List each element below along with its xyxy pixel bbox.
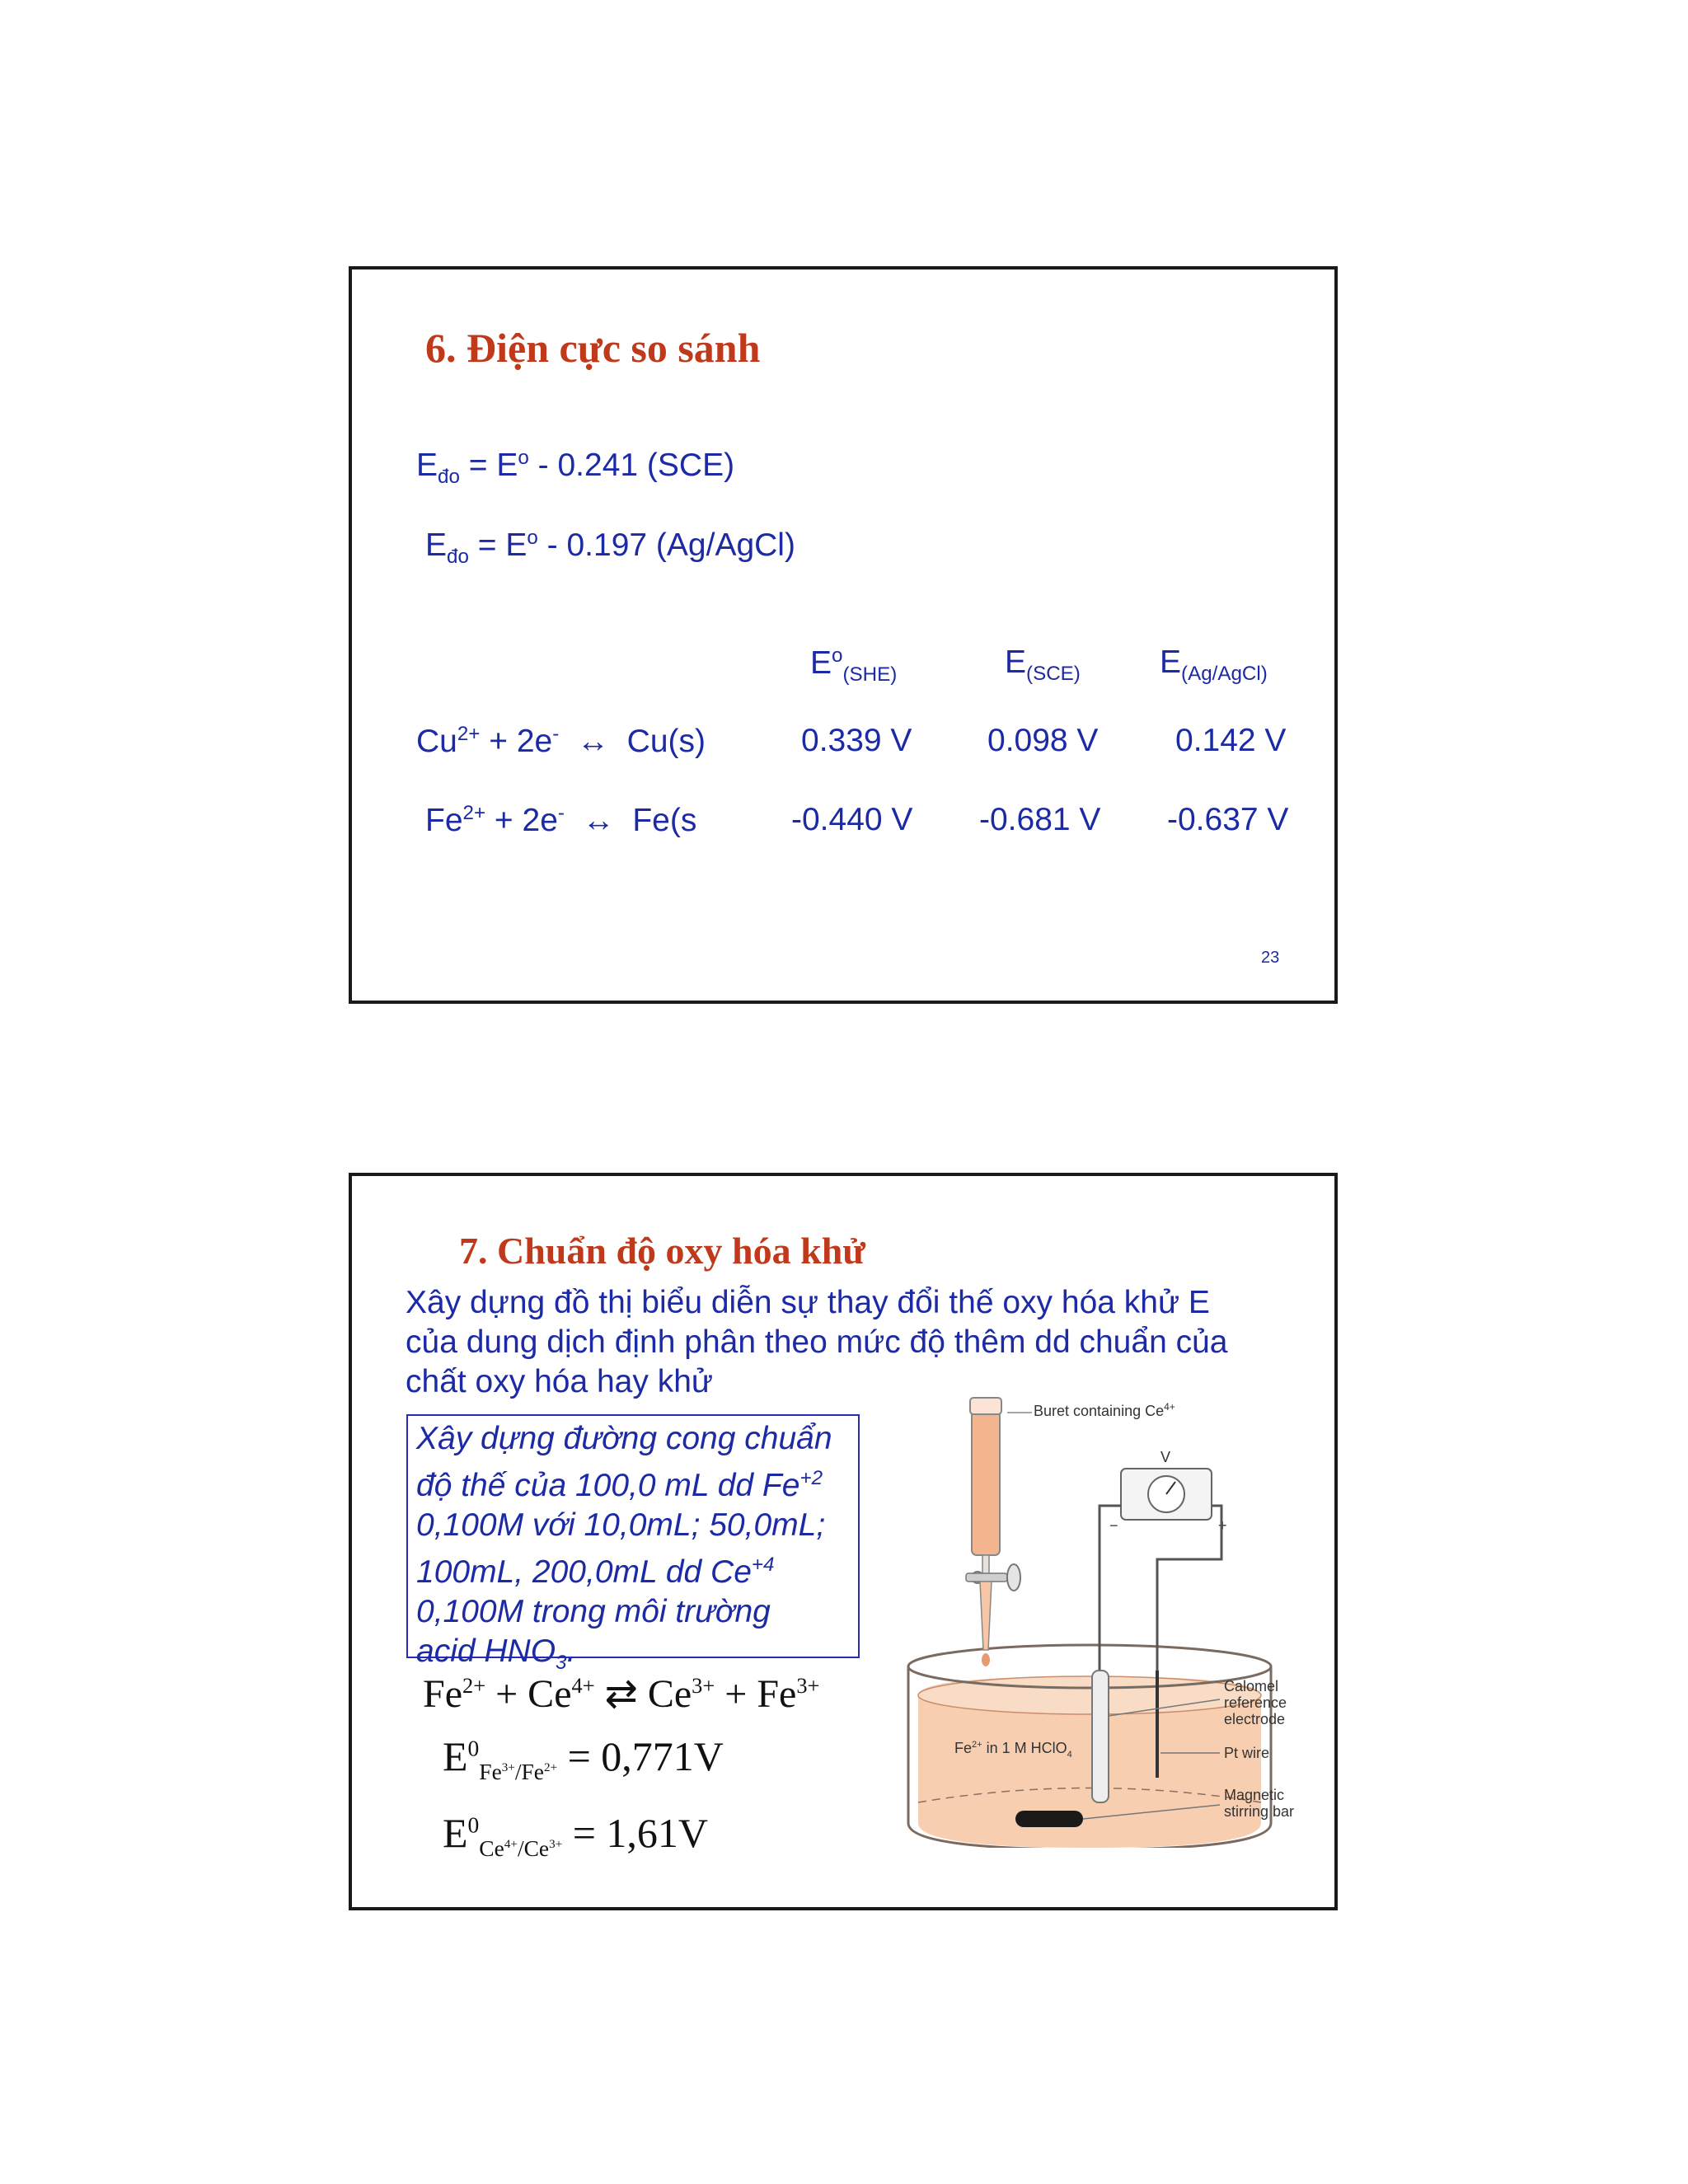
copper-agagcl-value: 0.142 V: [1175, 723, 1287, 758]
stopcock-handle: [1007, 1564, 1020, 1591]
copper-she-value: 0.339 V: [801, 723, 912, 758]
svg-text:electrode: electrode: [1224, 1711, 1286, 1727]
stirring-bar: [1015, 1811, 1083, 1827]
titrant-drop: [982, 1653, 990, 1666]
problem-statement-box: Xây dựng đường cong chuẩn độ thế của 100,0 mL dd $Fe^{+2}$ 0,100M với 10,0mL; 50,0mL; 100mL, 200,0mL dd $Ce^{+4}$ 0,100M trong môi trường acid $HNO_3$.: [406, 1414, 860, 1658]
column-header-she: $E^o_{(SHE)}$: [810, 644, 898, 686]
redox-reaction-equation: $Fe^{2+} + Ce^{4+}$ ⇄ $Ce^{3+} + Fe^{3+}$: [423, 1672, 820, 1716]
buret-tip: [980, 1582, 992, 1650]
svg-text:Buret containing Ce4+: Buret containing $Ce^{4+}$: [1034, 1401, 1175, 1419]
slide-electrode-comparison: [349, 266, 1338, 1004]
column-header-sce: $E_{(SCE)}$: [1005, 644, 1081, 685]
svg-text:+: +: [1218, 1517, 1227, 1534]
svg-text:V: V: [1160, 1449, 1171, 1465]
column-header-agagcl: $E_{(Ag/AgCl)}$: [1160, 644, 1268, 685]
equation-agcl: $E_{đo} = E^o - 0.197$ (Ag/AgCl): [425, 527, 795, 568]
iron-agagcl-value: -0.637 V: [1167, 802, 1289, 837]
stopcock: [966, 1573, 1007, 1582]
solution-label: $Fe^{2+}$ in 1 M HClO$_4$: [954, 1740, 1072, 1760]
svg-text:Pt wire: Pt wire: [1224, 1745, 1270, 1761]
buret-tube: [972, 1403, 1000, 1555]
reaction-copper: $Cu^{2+} + 2e^-$ ↔ Cu(s): [416, 723, 706, 759]
svg-text:Calomel: Calomel: [1224, 1678, 1279, 1694]
slide-title: 7. Chuẩn độ oxy hóa khử: [459, 1230, 865, 1272]
intro-text: Xây dựng đồ thị biểu diễn sự thay đổi thế oxy hóa khử E của dung dịch định phân theo mức độ thêm dd chuẩn của chất oxy hóa hay khử: [406, 1285, 1228, 1399]
standard-potential-ce: $E^0_{Ce^{4+}/Ce^{3+}} = 1,61V$: [443, 1810, 709, 1861]
slide-redox-titration: [349, 1173, 1338, 1910]
buret-top: [970, 1398, 1001, 1414]
slide-title: 6. Điện cực so sánh: [425, 325, 761, 371]
iron-she-value: -0.440 V: [791, 802, 913, 837]
svg-text:−: −: [1109, 1517, 1118, 1534]
calomel-electrode: [1092, 1671, 1109, 1802]
copper-sce-value: 0.098 V: [987, 723, 1099, 758]
equation-sce: $E_{đo} = E^o - 0.241$ (SCE): [416, 447, 735, 488]
titration-apparatus-diagram: [892, 1386, 1337, 1848]
svg-text:reference: reference: [1224, 1694, 1287, 1711]
svg-text:stirring bar: stirring bar: [1224, 1803, 1295, 1820]
standard-potential-fe: $E^0_{Fe^{3+}/Fe^{2+}} = 0,771V$: [443, 1733, 724, 1784]
iron-sce-value: -0.681 V: [979, 802, 1101, 837]
svg-text:Magnetic: Magnetic: [1224, 1787, 1285, 1803]
reaction-iron: $Fe^{2+} + 2e^-$ ↔ Fe(s: [425, 802, 697, 838]
page-number: 23: [1261, 949, 1280, 967]
